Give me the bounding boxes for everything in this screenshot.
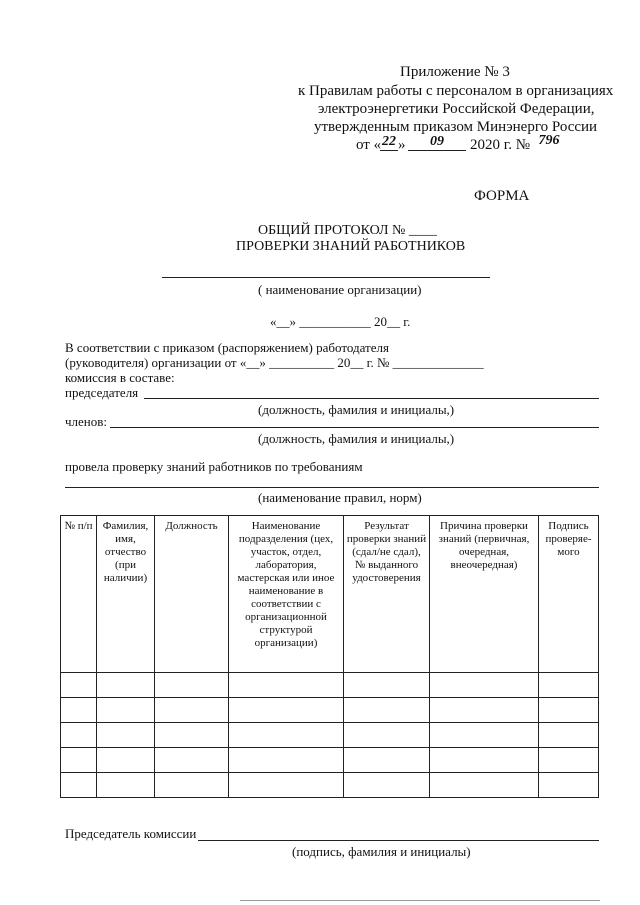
commission-composition: комиссия в составе: xyxy=(65,370,175,385)
col-reason-header: Причина проверки знаний (первичная, очередная, внеочередная) xyxy=(430,516,539,673)
protocol-title: ОБЩИЙ ПРОТОКОЛ № ____ xyxy=(258,223,437,238)
col-signature-header: Подпись проверяе-мого xyxy=(539,516,599,673)
chairman-caption: (должность, фамилия и инициалы,) xyxy=(258,402,455,417)
table-row xyxy=(61,673,599,698)
employees-table xyxy=(60,515,599,798)
organization-name-caption: ( наименование организации) xyxy=(258,282,422,297)
col-department-header: Наименование подразделения (цех, участок, отдел, лаборатория, мастерская или иное наименование в соответствии с организационной структурой организации) xyxy=(229,516,344,673)
chairman-signature-label: Председатель комиссии xyxy=(65,826,197,841)
table-header-row xyxy=(61,516,599,673)
appendix-date-prefix: от « xyxy=(356,137,382,153)
forma-label: ФОРМА xyxy=(474,188,530,204)
page-bottom-edge xyxy=(240,900,600,901)
members-line xyxy=(110,427,599,428)
appendix-line-3: электроэнергетики Российской Федерации, xyxy=(318,101,595,117)
appendix-date-day: 22 xyxy=(382,134,396,149)
organization-name-line xyxy=(162,277,490,278)
col-name-header: Фамилия, имя, отчество (при наличии) xyxy=(97,516,155,673)
chairman-line xyxy=(144,398,599,399)
members-caption: (должность, фамилия и инициалы,) xyxy=(258,431,455,446)
col-result-header: Результат проверки знаний (сдал/не сдал), № выданного удостоверения xyxy=(344,516,430,673)
order-paragraph-line-2: (руководителя) организации от «__» __________ 20__ г. № ______________ xyxy=(65,355,484,370)
table-row xyxy=(61,698,599,723)
appendix-date-number: 796 xyxy=(538,133,560,148)
table-row xyxy=(61,748,599,773)
appendix-line-4: утвержденным приказом Минэнерго России xyxy=(314,119,598,135)
table-row xyxy=(61,773,599,798)
order-paragraph-line-1: В соответствии с приказом (распоряжением) работодателя xyxy=(65,340,389,355)
col-number-header: № п/п xyxy=(61,516,97,673)
rules-line xyxy=(65,487,599,488)
appendix-line-2: к Правилам работы с персоналом в организациях xyxy=(298,83,614,99)
chairman-signature-line xyxy=(198,840,599,841)
knowledge-check-text: провела проверку знаний работников по требованиям xyxy=(65,459,363,474)
appendix-number: Приложение № 3 xyxy=(400,64,510,80)
chairman-signature-caption: (подпись, фамилия и инициалы) xyxy=(292,844,471,859)
protocol-subtitle: ПРОВЕРКИ ЗНАНИЙ РАБОТНИКОВ xyxy=(236,239,466,254)
members-label: членов: xyxy=(65,414,108,429)
protocol-date-line: «__» ___________ 20__ г. xyxy=(270,314,411,329)
table-row xyxy=(61,723,599,748)
col-position-header: Должность xyxy=(155,516,229,673)
appendix-date-year: 2020 г. № xyxy=(470,137,531,153)
appendix-date-month: 09 xyxy=(408,134,466,151)
rules-caption: (наименование правил, норм) xyxy=(258,490,422,505)
appendix-date-mid: » xyxy=(398,137,406,153)
chairman-label: председателя xyxy=(65,385,139,400)
